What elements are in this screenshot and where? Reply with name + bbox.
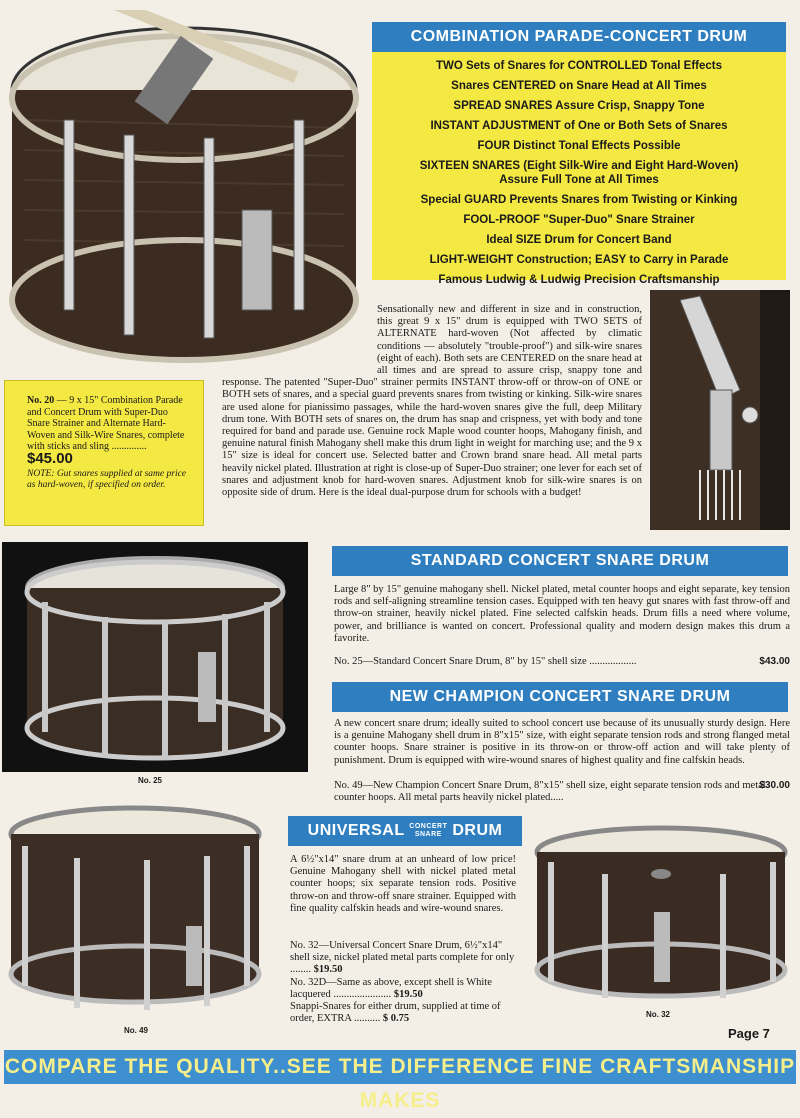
footer-banner: COMPARE THE QUALITY..SEE THE DIFFERENCE FINE CRAFTSMANSHIP MAKES [4,1050,796,1084]
universal-item-1: No. 32—Universal Concert Snare Drum, 6½"x14" shell size, nickel plated metal parts complete for only ........ [290,940,515,976]
feature-line: Assure Full Tone at All Times [499,174,659,186]
page-number: Page 7 [728,1026,770,1041]
universal-drum-photo [530,822,792,1008]
universal-items [290,940,516,1025]
standard-description: Large 8" by 15" genuine mahogany shell. Nickel plated, metal counter hoops and eight separate, key tension rods and self-aligning streamline tension cases. Equipped with ten heavy gut snares with fast throw-off and throw-on strainer, heavily nickel plated. Fine selected calfskin heads. Drum fills a need where volume, power, and brilliance is wanted on concert. Professional quality and modern design makes this drum a favorite. [334,584,790,644]
universal-description: A 6½"x14" snare drum at an unheard of low price! Genuine Mahogany shell with nickel plated metal counter hoops; six separate tension rods. Positive throw-on and throw-off snare strainer. Equipped with fine quality calfskin heads and wire-wound snares. [290,854,516,914]
universal-item-2: No. 32D—Same as above, except shell is White lacquered ...................... [290,976,492,1000]
feature-line: Ideal SIZE Drum for Concert Band [486,234,672,246]
universal-item-3: Snappi-Snares for either drum, supplied at time of order, EXTRA .......... [290,1001,501,1025]
universal-title-end: DRUM [452,822,503,839]
champion-price: $30.00 [759,780,790,792]
universal-item-row [290,977,516,1001]
universal-caption: No. 32 [646,1010,671,1019]
standard-price: $43.00 [759,656,790,667]
universal-price-3: $ 0.75 [382,1013,410,1025]
strainer-closeup-photo [650,290,790,530]
universal-title [288,816,522,846]
feature-line: Special GUARD Prevents Snares from Twisting or Kinking [420,194,738,206]
champion-caption: No. 49 [124,1026,149,1035]
universal-title-small [409,823,447,839]
universal-title-main: UNIVERSAL [307,822,405,839]
combination-features [372,52,786,286]
feature-line: FOUR Distinct Tonal Effects Possible [477,140,681,152]
feature-line: TWO Sets of Snares for CONTROLLED Tonal Effects [435,60,723,72]
universal-title-small-top: CONCERT [409,822,448,830]
feature-line: SPREAD SNARES Assure Crisp, Snappy Tone [453,100,705,112]
universal-price-2: $19.50 [393,988,423,1000]
universal-title-small-bottom: SNARE [414,830,442,838]
feature-line: Snares CENTERED on Snare Head at All Times [451,80,707,92]
universal-price-1: $19.50 [313,964,343,976]
feature-line: FOOL-PROOF "Super-Duo" Snare Strainer [463,214,695,226]
champion-item-line [334,780,790,804]
feature-line: INSTANT ADJUSTMENT of One or Both Sets of Snares [430,120,728,132]
standard-item-line [334,656,790,668]
feature-line: Famous Ludwig & Ludwig Precision Craftsmanship [438,274,720,286]
combination-description [222,304,642,536]
standard-item: No. 25—Standard Concert Snare Drum, 8" by 15" shell size .................. [334,656,637,667]
feature-line: LIGHT-WEIGHT Construction; EASY to Carry in Parade [429,254,729,266]
combination-description-text: Sensationally new and different in size and in construction, this great 9 x 15" drum is equipped with TWO SETS of ALTERNATE hard-woven (Not affected by climatic conditions — absolutely "trouble-proof") and silk-wire snares (eight of each). Both sets are CENTERED on the snare head at all times and are spread to assure crisp, snappy tone and response. The patented "Super-Duo" strainer permits INSTANT throw-off or throw-on of ONE or BOTH sets of snares, and a special guard prevents snares from twisting or kinking. Silk-wire snares are used alone for pianissimo passages, while the hard-woven snares give the full, deep Military drum tone. With BOTH sets of snares on, the drum has snap and crispness, yet with body and tone required for band and parade use. Genuine rock Maple wood counter hoops, Mahogany finish, and genuine natural finish Mahogany shell make this drum light in weight for marching use; and the 9 x 15" size is ideal for concert use. Selected batter and Crown brand snare head. All metal parts heavily nickel plated. Illustration at right is close-up of Super-Duo strainer; one lever for each set of snares and adjustment knob for hard-woven snares. Adjustment knob for silk-wire snares is on opposite side of drum. Here is the ideal dual-purpose drum for schools with a budget! [222,304,642,499]
champion-drum-photo [4,798,266,1018]
item-price: $45.00 [27,449,73,467]
combination-title: COMBINATION PARADE-CONCERT DRUM [372,22,786,52]
item-number: No. 20 [27,395,55,406]
standard-caption: No. 25 [138,776,163,785]
item-description: — 9 x 15" Combination Parade and Concert Drum with Super-Duo Snare Strainer and Alternate Hard-Woven and Silk-Wire Snares, complete with sticks and sling .............. [27,395,185,452]
float-spacer [222,304,377,372]
item-note: NOTE: Gut snares supplied at same price as hard-woven, if specified on order. [27,469,187,490]
champion-item: No. 49—New Champion Concert Snare Drum, 8"x15" shell size, eight separate tension rods and metal counter hoops. All metal parts heavily nickel plated..... [334,780,766,804]
champion-title: NEW CHAMPION CONCERT SNARE DRUM [332,682,788,712]
price-box-no20 [4,380,204,526]
universal-item-row [290,940,516,977]
champion-description: A new concert snare drum; ideally suited to school concert use because of its unusually sturdy design. Here is a genuine Mahogany shell drum in 8"x15" size, with eight separate tension rods and strong flanged metal counter hoops. Snare strainer is positive in its throw-on or throw-off action and will take plenty of punishment. Drum is equipped with wire-wound snares of highest quality and fine calfskin heads. [334,718,790,766]
standard-title: STANDARD CONCERT SNARE DRUM [332,546,788,576]
feature-line: SIXTEEN SNARES (Eight Silk-Wire and Eight Hard-Woven) [419,160,739,172]
standard-drum-photo [2,542,308,772]
universal-item-row [290,1001,516,1025]
